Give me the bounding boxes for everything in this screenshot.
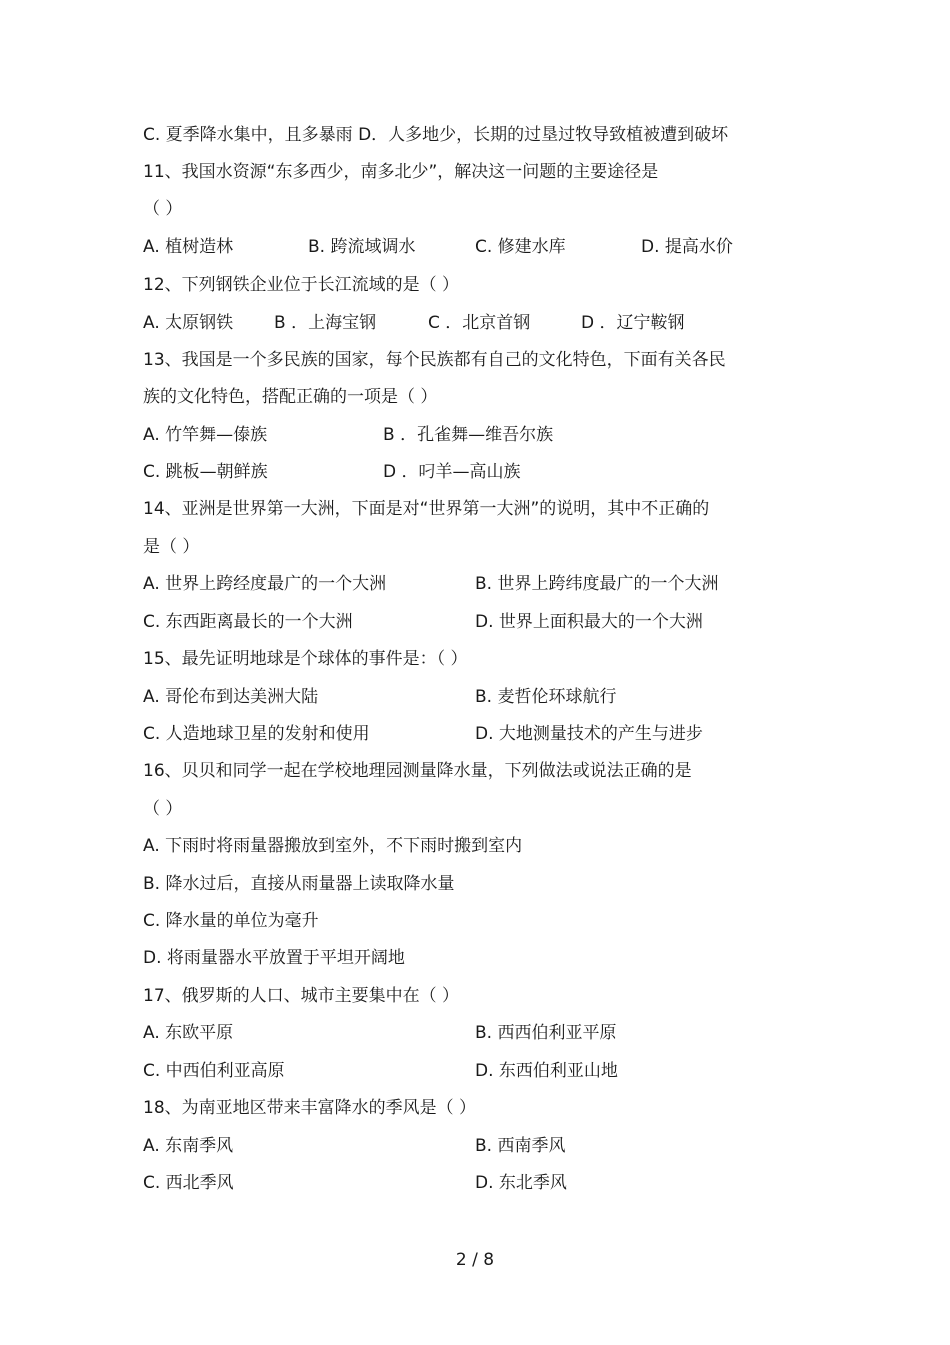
question-17-stem: 17、俄罗斯的人口、城市主要集中在（ ） (143, 986, 460, 1006)
question-12-option-d: D ．辽宁鞍钢 (581, 313, 685, 333)
question-11-option-d: D. 提高水价 (641, 237, 733, 257)
question-14-option-d: D. 世界上面积最大的一个大洲 (475, 612, 703, 632)
question-16-option-b: B. 降水过后，直接从雨量器上读取降水量 (143, 874, 455, 894)
question-16-option-c: C. 降水量的单位为毫升 (143, 911, 319, 931)
question-15-option-b: B. 麦哲伦环球航行 (475, 687, 617, 707)
question-16-stem: 16、贝贝和同学一起在学校地理园测量降水量，下列做法或说法正确的是 (143, 761, 692, 781)
question-11-option-b: B. 跨流域调水 (308, 237, 416, 257)
question-14-option-b: B. 世界上跨纬度最广的一个大洲 (475, 574, 719, 594)
question-16-option-a: A. 下雨时将雨量器搬放到室外，不下雨时搬到室内 (143, 836, 523, 856)
question-12-stem: 12、下列钢铁企业位于长江流域的是（ ） (143, 275, 460, 295)
question-18-option-d: D. 东北季风 (475, 1173, 567, 1193)
question-14-stem-line2: 是（ ） (143, 537, 200, 557)
question-13-stem-line1: 13、我国是一个多民族的国家，每个民族都有自己的文化特色，下面有关各民 (143, 350, 726, 370)
question-11-option-c: C. 修建水库 (475, 237, 566, 257)
question-16-option-d: D. 将雨量器水平放置于平坦开阔地 (143, 948, 405, 968)
question-18-option-a: A. 东南季风 (143, 1136, 234, 1156)
question-13-option-c: C. 跳板—朝鲜族 (143, 462, 268, 482)
question-10-option-cd: C. 夏季降水集中，且多暴雨 D．人多地少，长期的过垦过牧导致植被遭到破坏 (143, 125, 729, 145)
question-17-option-a: A. 东欧平原 (143, 1023, 234, 1043)
question-11-answer-paren: （ ） (143, 199, 183, 219)
question-17-option-d: D. 东西伯利亚山地 (475, 1061, 618, 1081)
question-14-stem-line1: 14、亚洲是世界第一大洲，下面是对“世界第一大洲”的说明，其中不正确的 (143, 499, 710, 519)
question-15-option-d: D. 大地测量技术的产生与进步 (475, 724, 703, 744)
question-12-option-c: C ．北京首钢 (428, 313, 531, 333)
question-18-option-c: C. 西北季风 (143, 1173, 234, 1193)
question-14-option-a: A. 世界上跨经度最广的一个大洲 (143, 574, 387, 594)
question-17-option-b: B. 西西伯利亚平原 (475, 1023, 617, 1043)
question-17-option-c: C. 中西伯利亚高原 (143, 1061, 285, 1081)
question-13-stem-line2: 族的文化特色，搭配正确的一项是（ ） (143, 387, 438, 407)
question-13-option-b: B ．孔雀舞—维吾尔族 (383, 425, 554, 445)
question-16-answer-paren: （ ） (143, 799, 183, 819)
question-11-option-a: A. 植树造林 (143, 237, 234, 257)
question-18-stem: 18、为南亚地区带来丰富降水的季风是（ ） (143, 1098, 477, 1118)
question-12-option-a: A. 太原钢铁 (143, 313, 234, 333)
question-13-option-a: A. 竹竿舞—傣族 (143, 425, 268, 445)
question-15-option-a: A. 哥伦布到达美洲大陆 (143, 687, 319, 707)
question-18-option-b: B. 西南季风 (475, 1136, 566, 1156)
page-number: 2 / 8 (455, 1250, 495, 1270)
question-11-stem: 11、我国水资源“东多西少，南多北少”，解决这一问题的主要途径是 (143, 162, 659, 182)
question-14-option-c: C. 东西距离最长的一个大洲 (143, 612, 353, 632)
question-15-option-c: C. 人造地球卫星的发射和使用 (143, 724, 370, 744)
question-13-option-d: D ．叼羊—高山族 (383, 462, 521, 482)
question-12-option-b: B ．上海宝钢 (274, 313, 377, 333)
question-15-stem: 15、最先证明地球是个球体的事件是：（ ） (143, 649, 468, 669)
